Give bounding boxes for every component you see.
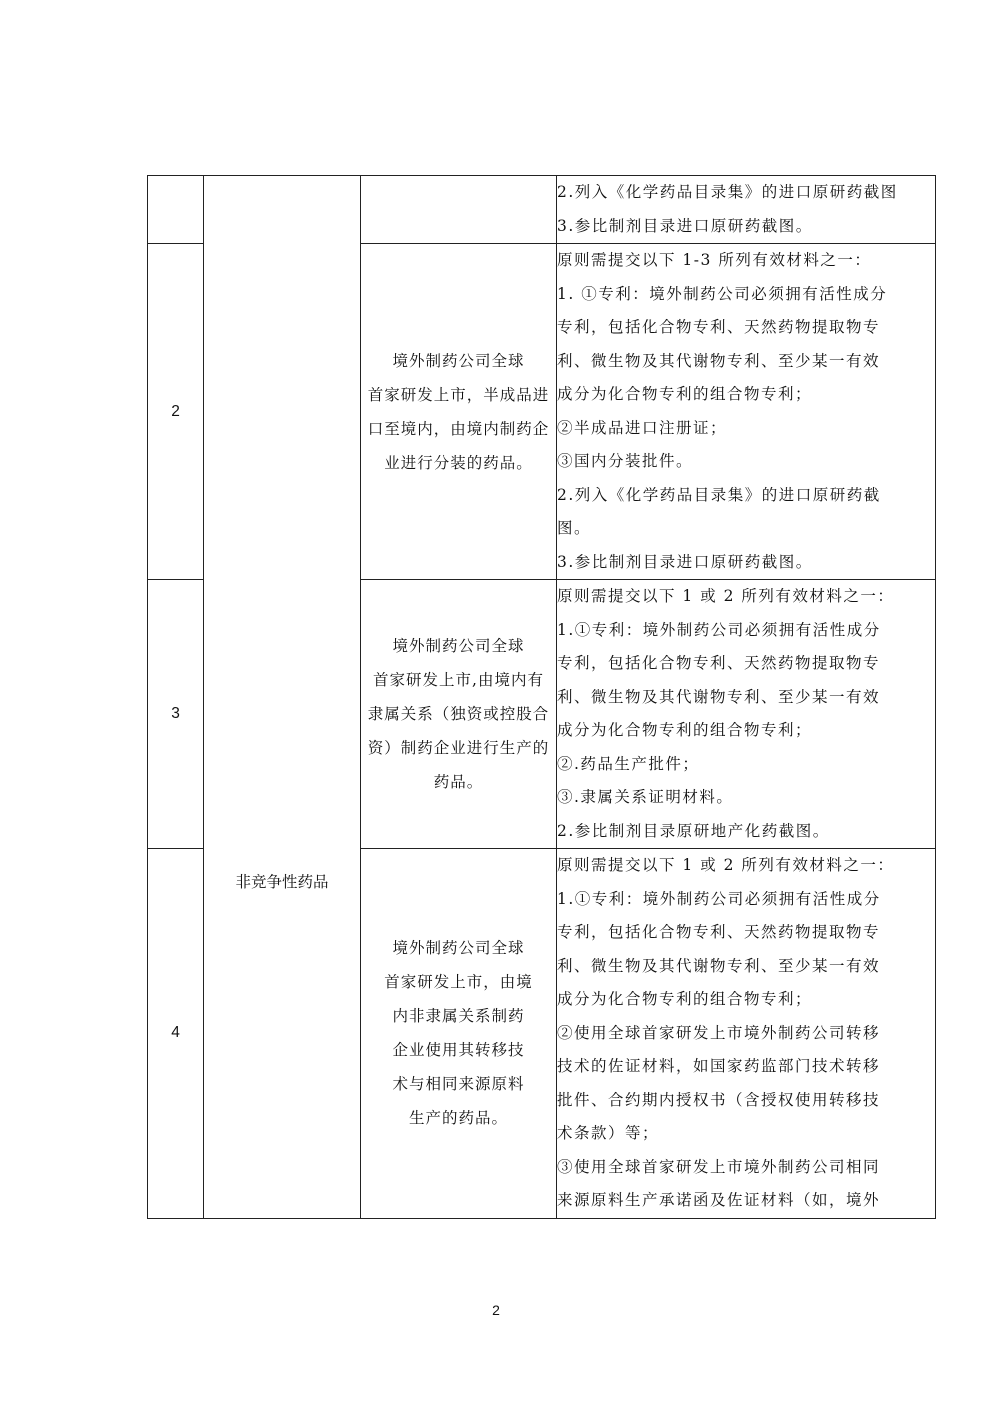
category-label: 非竞争性药品 <box>235 872 329 891</box>
material-line: 来源原料生产承诺函及佐证材料（如，境外 <box>557 1191 881 1209</box>
row-number: 3 <box>148 580 204 849</box>
description-line: 首家研发上市，由境 <box>384 973 533 992</box>
drug-description <box>361 244 557 580</box>
drug-description <box>361 849 557 1219</box>
material-line: 原则需提交以下 1-3 所列有效材料之一： <box>557 251 872 269</box>
material-line: 技术的佐证材料，如国家药监部门技术转移 <box>557 1057 881 1075</box>
material-line: 2.列入《化学药品目录集》的进口原研药截图 <box>557 183 898 201</box>
category-cell <box>204 176 361 1219</box>
material-line: ②半成品进口注册证； <box>557 418 728 437</box>
material-line: 利、微生物及其代谢物专利、至少某一有效 <box>557 956 881 975</box>
description-line: 企业使用其转移技 <box>392 1041 525 1060</box>
material-line: 2.列入《化学药品目录集》的进口原研药截 <box>557 485 881 504</box>
description-line: 生产的药品。 <box>408 1109 508 1128</box>
description-line: 资）制药企业进行生产的 <box>367 739 550 757</box>
material-line: 3.参比制剂目录进口原研药截图。 <box>557 552 813 571</box>
material-line: 成分为化合物专利的组合物专利； <box>557 990 813 1008</box>
material-line: 成分为化合物专利的组合物专利； <box>557 385 813 403</box>
drug-category-table <box>147 175 936 1219</box>
material-line: 1. ①专利：境外制药公司必须拥有活性成分 <box>557 284 888 303</box>
description-line: 首家研发上市,由境内有 <box>373 671 544 689</box>
material-line: ②.药品生产批件； <box>557 754 700 773</box>
material-line: 专利，包括化合物专利、天然药物提取物专 <box>557 318 881 336</box>
material-line: 专利，包括化合物专利、天然药物提取物专 <box>557 923 881 941</box>
material-line: 利、微生物及其代谢物专利、至少某一有效 <box>557 687 881 706</box>
required-materials <box>557 244 936 580</box>
description-line: 境外制药公司全球 <box>392 637 525 655</box>
page-number: 2 <box>492 1302 500 1318</box>
row-number <box>148 176 204 244</box>
material-line: 利、微生物及其代谢物专利、至少某一有效 <box>557 351 881 370</box>
row-number: 2 <box>148 244 204 580</box>
material-line: 原则需提交以下 1 或 2 所列有效材料之一： <box>557 856 895 874</box>
material-line: ③国内分装批件。 <box>557 452 694 470</box>
material-line: 专利，包括化合物专利、天然药物提取物专 <box>557 654 881 672</box>
material-line: ②使用全球首家研发上市境外制药公司转移 <box>557 1023 881 1042</box>
material-line: 1.①专利：境外制药公司必须拥有活性成分 <box>557 620 881 639</box>
drug-description <box>361 176 557 244</box>
required-materials <box>557 580 936 849</box>
material-line: 2.参比制剂目录原研地产化药截图。 <box>557 821 830 840</box>
material-line: 批件、合约期内授权书（含授权使用转移技 <box>557 1090 881 1109</box>
drug-description <box>361 580 557 849</box>
material-line: ③使用全球首家研发上市境外制药公司相同 <box>557 1157 881 1176</box>
description-line: 口至境内，由境内制药企 <box>367 419 550 438</box>
material-line: 3.参比制剂目录进口原研药截图。 <box>557 216 813 235</box>
material-line: 成分为化合物专利的组合物专利； <box>557 721 813 739</box>
table-row <box>148 176 936 244</box>
material-line: 术条款）等； <box>557 1124 660 1142</box>
description-line: 首家研发上市，半成品进 <box>367 385 550 404</box>
description-line: 药品。 <box>433 773 484 791</box>
description-line: 境外制药公司全球 <box>392 939 525 958</box>
required-materials <box>557 849 936 1219</box>
description-line: 内非隶属关系制药 <box>392 1007 525 1026</box>
description-line: 术与相同来源原料 <box>392 1075 525 1094</box>
row-number: 4 <box>148 849 204 1219</box>
description-line: 境外制药公司全球 <box>392 351 525 370</box>
material-line: 原则需提交以下 1 或 2 所列有效材料之一： <box>557 587 895 605</box>
description-line: 隶属关系（独资或控股合 <box>367 705 550 723</box>
description-line: 业进行分装的药品。 <box>384 453 533 472</box>
material-line: 1.①专利：境外制药公司必须拥有活性成分 <box>557 889 881 908</box>
material-line: ③.隶属关系证明材料。 <box>557 788 734 806</box>
material-line: 图。 <box>557 519 592 537</box>
required-materials <box>557 176 936 244</box>
